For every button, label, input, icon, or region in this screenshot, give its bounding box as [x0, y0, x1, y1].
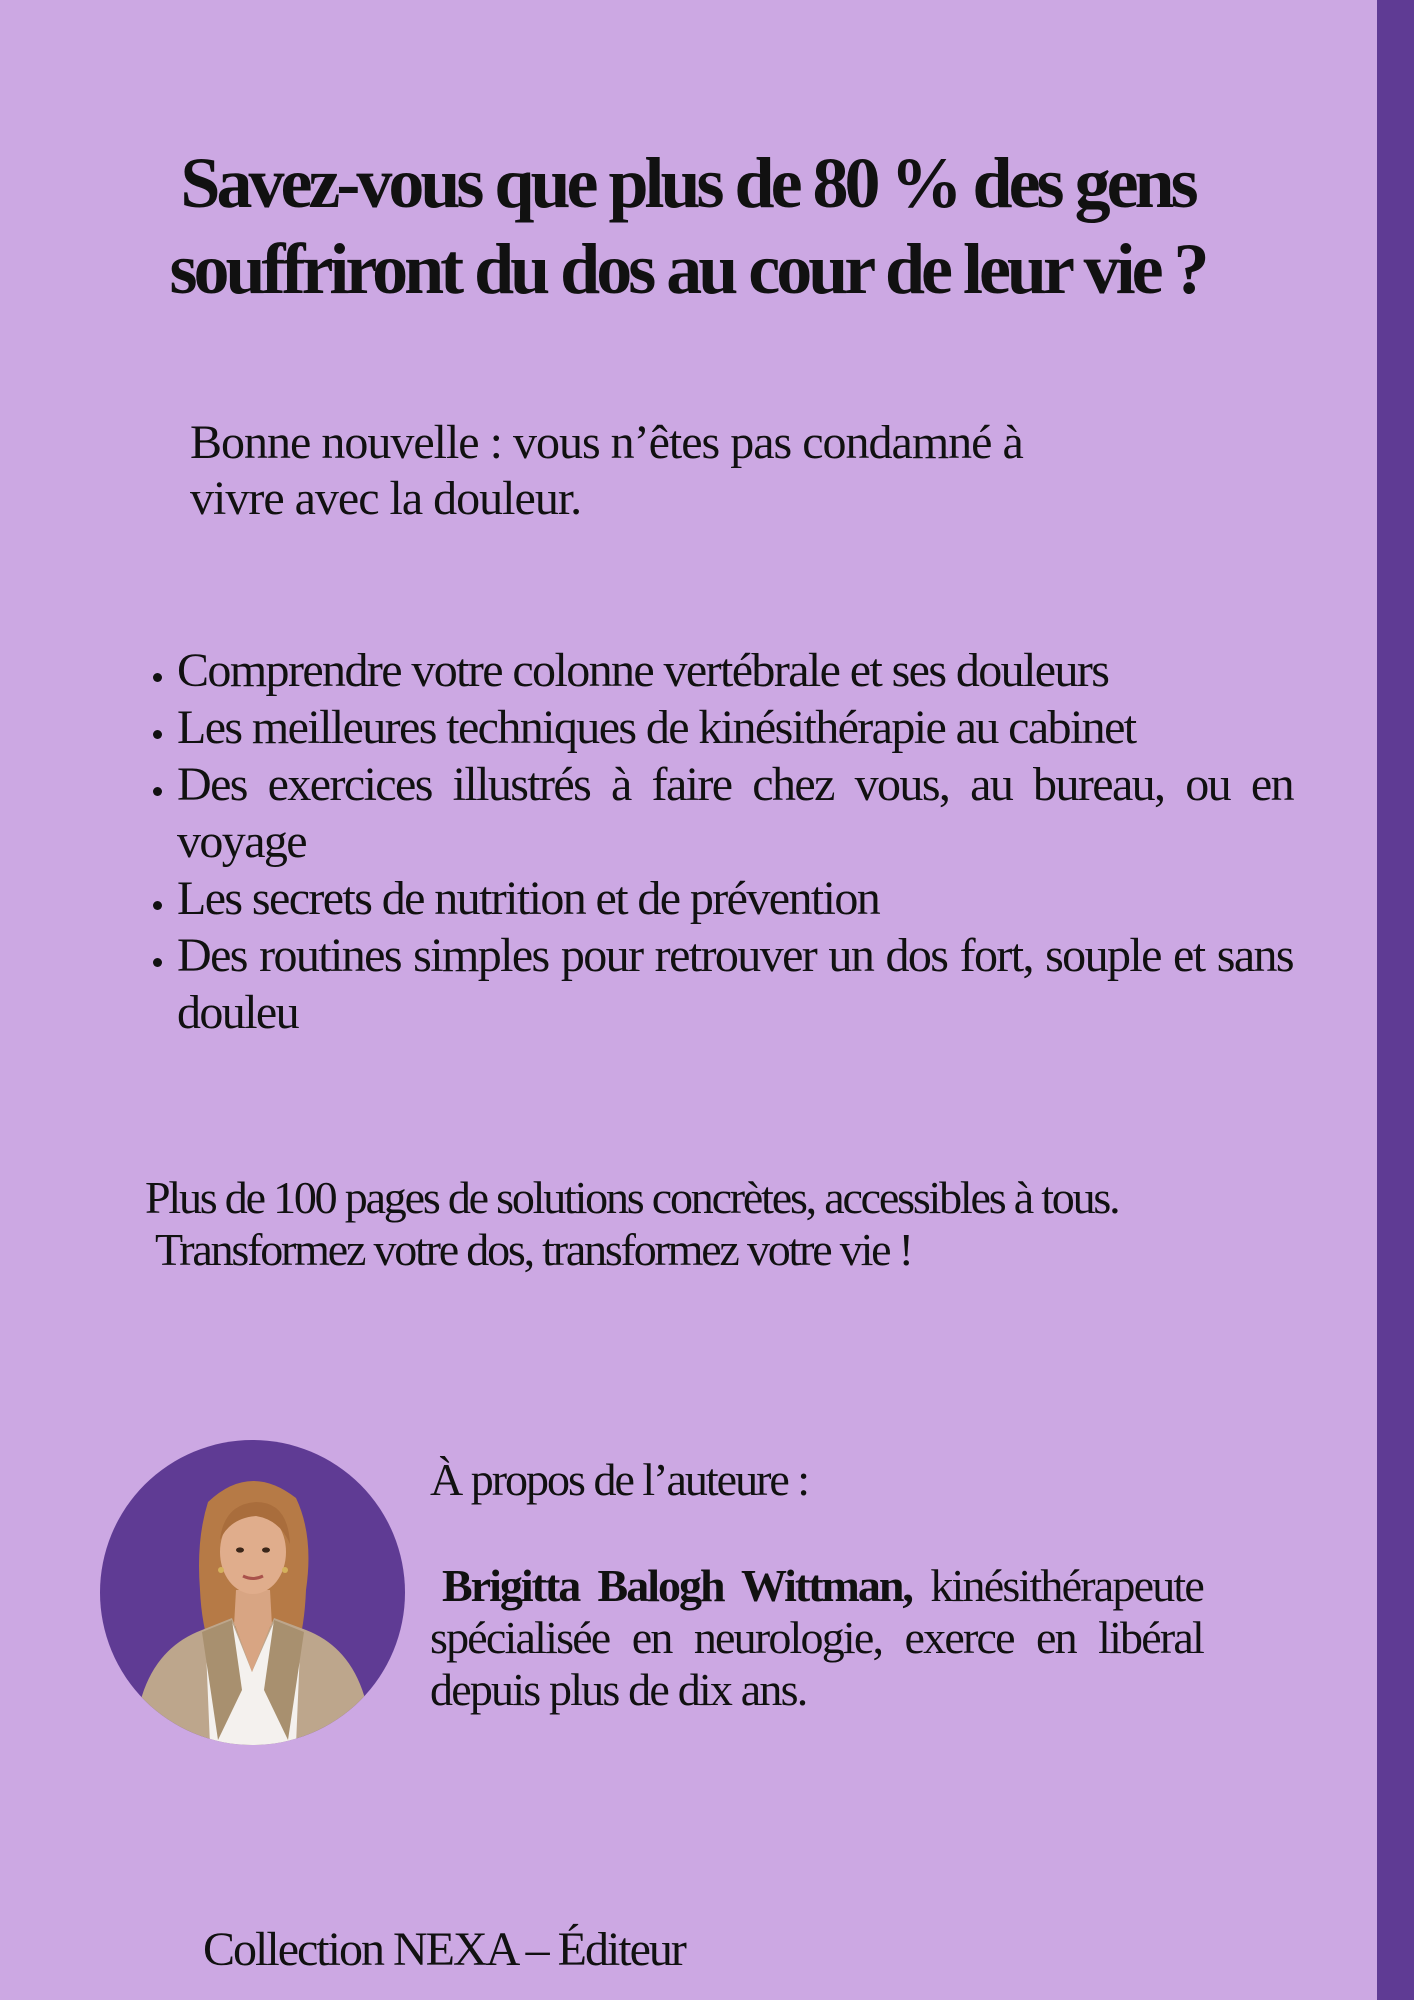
headline-line-2: souffriront du dos au cour de leur vie ?: [169, 229, 1206, 309]
author-portrait: [100, 1440, 405, 1745]
eye-right: [262, 1547, 270, 1552]
feature-item: • Des exercices illustrés à faire chez vous, au bureau, ou en voyage: [177, 756, 1293, 870]
headline: [100, 140, 1275, 312]
promo-text: [145, 1172, 1195, 1276]
intro-line-2: vivre avec la douleur.: [190, 472, 582, 525]
headline-line-1: Savez-vous que plus de 80 % des gens: [180, 143, 1195, 223]
eye-left: [236, 1547, 244, 1552]
feature-item: • Comprendre votre colonne vertébrale et ses douleurs: [177, 642, 1293, 699]
feature-item: • Les secrets de nutrition et de prévention: [177, 870, 1293, 927]
promo-line-2: Transformez votre dos, transformez votre vie !: [155, 1224, 912, 1275]
neck: [234, 1590, 272, 1626]
intro-line-1: Bonne nouvelle : vous n’êtes pas condamné à: [190, 416, 1023, 469]
spine-bar: [1377, 0, 1414, 2000]
intro-text: [190, 415, 1170, 527]
feature-list: [140, 642, 1293, 1041]
about-body: [430, 1560, 1203, 1716]
author-name: Brigitta Balogh Wittman,: [442, 1560, 912, 1611]
feature-item: • Les meilleures techniques de kinésithérapie au cabinet: [177, 699, 1293, 756]
earring-left: [218, 1567, 224, 1573]
author-bio: kinésithérapeute spécialisée en neurologie, exerce en libéral depuis plus de dix ans.: [430, 1560, 1203, 1715]
promo-line-1: Plus de 100 pages de solutions concrètes, accessibles à tous.: [145, 1172, 1119, 1223]
publisher-footer: Collection NEXA – Éditeur: [203, 1923, 685, 1976]
about-title: À propos de l’auteure :: [430, 1454, 809, 1505]
earring-right: [282, 1567, 288, 1573]
feature-item: • Des routines simples pour retrouver un dos fort, souple et sans douleu: [177, 927, 1293, 1041]
